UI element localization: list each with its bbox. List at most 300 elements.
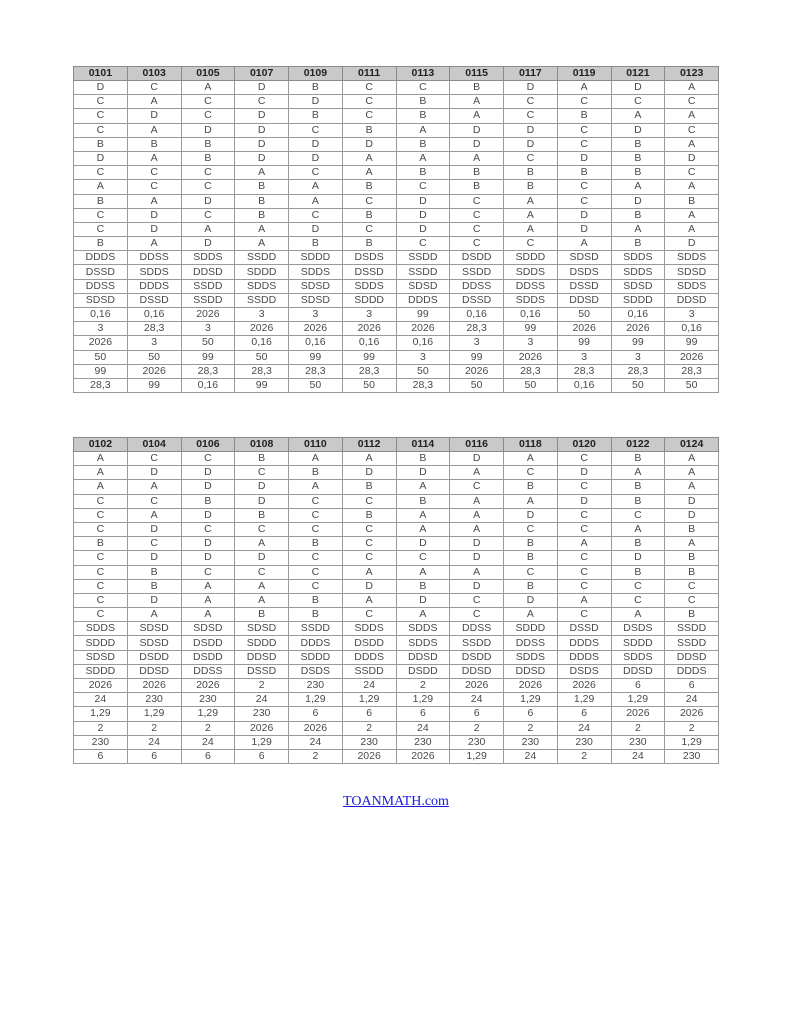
answer-cell: DSDD (342, 636, 396, 650)
answer-cell: 6 (74, 749, 128, 763)
answer-cell: 2026 (235, 721, 289, 735)
answer-cell: 2 (127, 721, 181, 735)
answer-cell: A (450, 466, 504, 480)
answer-cell: 0,16 (450, 308, 504, 322)
answer-cell: SSDD (396, 251, 450, 265)
answer-cell: SDDD (74, 636, 128, 650)
answer-cell: A (235, 537, 289, 551)
answer-cell: C (181, 522, 235, 536)
answer-cell: C (74, 522, 128, 536)
answer-cell: SDSD (235, 622, 289, 636)
answer-cell: A (289, 480, 343, 494)
table-row (74, 208, 719, 222)
answer-cell: DSDD (450, 251, 504, 265)
answer-cell: 2026 (396, 322, 450, 336)
answer-cell: SSDD (235, 293, 289, 307)
answer-cell: DDSD (665, 650, 719, 664)
answer-cell: C (557, 608, 611, 622)
answer-cell: C (557, 565, 611, 579)
answer-cell: 50 (127, 350, 181, 364)
answer-cell: DDSS (504, 636, 558, 650)
answer-cell: SDDS (181, 251, 235, 265)
answer-cell: D (504, 81, 558, 95)
answer-cell: 99 (181, 350, 235, 364)
answer-cell: 0,16 (396, 336, 450, 350)
answer-cell: B (342, 237, 396, 251)
answer-cell: 99 (396, 308, 450, 322)
answer-cell: C (289, 565, 343, 579)
answer-cell: A (181, 579, 235, 593)
table-row (74, 95, 719, 109)
answer-cell: C (611, 95, 665, 109)
answer-cell: 230 (665, 749, 719, 763)
answer-cell: 2026 (127, 679, 181, 693)
answer-cell: B (611, 166, 665, 180)
answer-cell: C (127, 166, 181, 180)
column-header-exam-code: 0108 (235, 438, 289, 452)
answer-cell: 2 (289, 749, 343, 763)
answer-cell: A (235, 166, 289, 180)
column-header-exam-code: 0121 (611, 67, 665, 81)
answer-cell: SDDS (396, 622, 450, 636)
answer-cell: D (127, 208, 181, 222)
answer-cell: SSDD (450, 636, 504, 650)
answer-cell: C (181, 95, 235, 109)
table-row (74, 81, 719, 95)
column-header-exam-code: 0101 (74, 67, 128, 81)
answer-cell: 0,16 (665, 322, 719, 336)
answer-cell: 50 (396, 364, 450, 378)
answer-cell: 6 (342, 707, 396, 721)
table-row (74, 180, 719, 194)
answer-cell: SDDS (665, 279, 719, 293)
answer-cell: C (74, 208, 128, 222)
answer-cell: D (74, 81, 128, 95)
answer-cell: B (127, 579, 181, 593)
answer-cell: A (289, 194, 343, 208)
answer-cell: 2026 (611, 707, 665, 721)
answer-cell: 2 (74, 721, 128, 735)
column-header-exam-code: 0113 (396, 67, 450, 81)
answer-cell: C (181, 452, 235, 466)
answer-cell: C (342, 537, 396, 551)
column-header-exam-code: 0104 (127, 438, 181, 452)
answer-cell: DDDS (557, 650, 611, 664)
answer-cell: B (504, 480, 558, 494)
answer-cell: B (235, 194, 289, 208)
answer-cell: 50 (235, 350, 289, 364)
answer-cell: 2 (504, 721, 558, 735)
answer-cell: SDDS (504, 293, 558, 307)
answer-cell: D (504, 137, 558, 151)
answer-cell: SDDS (611, 251, 665, 265)
answer-cell: B (504, 551, 558, 565)
table-row (74, 378, 719, 392)
answer-cell: 2 (396, 679, 450, 693)
table-row (74, 452, 719, 466)
answer-cell: D (235, 494, 289, 508)
answer-cell: C (342, 194, 396, 208)
answer-cell: B (74, 137, 128, 151)
answer-cell: DSDD (450, 650, 504, 664)
answer-cell: 2026 (396, 749, 450, 763)
answer-cell: DDSD (611, 664, 665, 678)
answer-cell: C (342, 222, 396, 236)
answer-cell: D (665, 508, 719, 522)
table-row (74, 279, 719, 293)
answer-cell: D (396, 222, 450, 236)
answer-cell: 2026 (127, 364, 181, 378)
answer-cell: B (396, 109, 450, 123)
answer-cell: 2026 (289, 721, 343, 735)
answer-cell: 230 (504, 735, 558, 749)
answer-cell: 3 (289, 308, 343, 322)
answer-cell: D (396, 208, 450, 222)
answer-cell: C (289, 166, 343, 180)
answer-cell: 2 (611, 721, 665, 735)
answer-cell: A (289, 180, 343, 194)
answer-cell: A (396, 480, 450, 494)
answer-cell: C (235, 95, 289, 109)
answer-cell: SDSD (665, 265, 719, 279)
answer-cell: DSSD (450, 293, 504, 307)
answer-cell: A (611, 466, 665, 480)
answer-cell: 99 (557, 336, 611, 350)
answer-cell: 99 (665, 336, 719, 350)
answer-cell: DDSS (504, 279, 558, 293)
answer-cell: 3 (665, 308, 719, 322)
table-row (74, 664, 719, 678)
answer-cell: B (450, 81, 504, 95)
answer-cell: D (611, 194, 665, 208)
column-header-exam-code: 0117 (504, 67, 558, 81)
answer-cell: 0,16 (289, 336, 343, 350)
answer-cell: 28,3 (396, 378, 450, 392)
answer-cell: A (181, 81, 235, 95)
answer-cell: 24 (74, 693, 128, 707)
answer-cell: D (450, 452, 504, 466)
answer-cell: 2026 (611, 322, 665, 336)
answer-cell: SSDD (665, 622, 719, 636)
answer-cell: DDSS (450, 622, 504, 636)
answer-cell: C (450, 608, 504, 622)
answer-cell: B (611, 208, 665, 222)
answer-cell: SSDD (342, 664, 396, 678)
answer-cell: 1,29 (289, 693, 343, 707)
answer-cell: 28,3 (181, 364, 235, 378)
answer-cell: SDSD (557, 251, 611, 265)
table-row (74, 322, 719, 336)
table-row (74, 622, 719, 636)
answer-cell: 50 (74, 350, 128, 364)
answer-cell: D (181, 480, 235, 494)
answer-cell: B (235, 208, 289, 222)
answer-cell: C (127, 81, 181, 95)
answer-cell: B (396, 137, 450, 151)
answer-cell: 1,29 (181, 707, 235, 721)
answer-cell: A (235, 237, 289, 251)
answer-cell: A (504, 194, 558, 208)
answer-cell: 28,3 (450, 322, 504, 336)
answer-cell: B (181, 151, 235, 165)
answer-cell: A (127, 508, 181, 522)
answer-cell: A (235, 593, 289, 607)
answer-cell: C (557, 480, 611, 494)
answer-cell: A (665, 180, 719, 194)
answer-cell: 28,3 (557, 364, 611, 378)
column-header-exam-code: 0120 (557, 438, 611, 452)
answer-cell: C (181, 180, 235, 194)
answer-cell: D (181, 551, 235, 565)
answer-cell: 99 (127, 378, 181, 392)
answer-cell: 24 (235, 693, 289, 707)
answer-cell: DDDS (74, 251, 128, 265)
answer-cell: D (235, 109, 289, 123)
answer-cell: B (235, 452, 289, 466)
answer-cell: C (557, 123, 611, 137)
answer-cell: A (74, 180, 128, 194)
answer-cell: DDSD (557, 293, 611, 307)
answer-cell: A (289, 452, 343, 466)
table-row (74, 123, 719, 137)
answer-cell: A (396, 608, 450, 622)
answer-cell: 2026 (181, 679, 235, 693)
answer-cell: SDDS (342, 279, 396, 293)
answer-cell: C (557, 137, 611, 151)
answer-cell: 230 (289, 679, 343, 693)
answer-cell: 2 (450, 721, 504, 735)
answer-cell: 50 (665, 378, 719, 392)
answer-cell: 1,29 (127, 707, 181, 721)
answer-cell: D (450, 551, 504, 565)
answer-cell: B (665, 522, 719, 536)
answer-cell: 2026 (665, 707, 719, 721)
column-header-exam-code: 0119 (557, 67, 611, 81)
table-row (74, 166, 719, 180)
answer-cell: 0,16 (342, 336, 396, 350)
answer-cell: A (450, 95, 504, 109)
answer-cell: C (504, 522, 558, 536)
answer-cell: 99 (342, 350, 396, 364)
answer-cell: DSDS (342, 251, 396, 265)
table-row (74, 265, 719, 279)
toanmath-link[interactable]: TOANMATH.com (343, 794, 449, 809)
answer-cell: B (504, 166, 558, 180)
answer-cell: A (450, 508, 504, 522)
answer-cell: B (396, 494, 450, 508)
answer-cell: SDSD (611, 279, 665, 293)
answer-cell: D (450, 537, 504, 551)
answer-cell: A (342, 452, 396, 466)
table-row (74, 364, 719, 378)
answer-cell: 6 (611, 679, 665, 693)
answer-cell: 3 (235, 308, 289, 322)
answer-cell: 6 (665, 679, 719, 693)
column-header-exam-code: 0102 (74, 438, 128, 452)
answer-cell: B (342, 508, 396, 522)
answer-cell: 24 (557, 721, 611, 735)
answer-cell: B (611, 480, 665, 494)
answer-cell: SDDS (74, 622, 128, 636)
answer-cell: 0,16 (557, 378, 611, 392)
answer-cell: C (181, 208, 235, 222)
answer-cell: A (235, 579, 289, 593)
answer-cell: 28,3 (665, 364, 719, 378)
answer-cell: C (665, 95, 719, 109)
header-row (74, 438, 719, 452)
answer-cell: 1,29 (396, 693, 450, 707)
answer-cell: 2026 (289, 322, 343, 336)
answer-cell: A (396, 508, 450, 522)
answer-cell: C (74, 166, 128, 180)
answer-cell: SDSD (396, 279, 450, 293)
answer-cell: 24 (450, 693, 504, 707)
answer-cell: DDSS (450, 279, 504, 293)
answer-cell: DSDS (557, 664, 611, 678)
answer-cell: B (181, 137, 235, 151)
answer-cell: C (289, 123, 343, 137)
table-row (74, 735, 719, 749)
answer-cell: 99 (450, 350, 504, 364)
answer-cell: C (504, 151, 558, 165)
answer-cell: SDSD (289, 293, 343, 307)
answer-cell: C (396, 237, 450, 251)
answer-cell: 1,29 (74, 707, 128, 721)
answer-cell: 2026 (235, 322, 289, 336)
answer-cell: A (450, 565, 504, 579)
column-header-exam-code: 0118 (504, 438, 558, 452)
answer-cell: 99 (611, 336, 665, 350)
answer-cell: 230 (611, 735, 665, 749)
answer-cell: A (74, 480, 128, 494)
answer-cell: C (235, 522, 289, 536)
answer-cell: D (557, 466, 611, 480)
answer-cell: B (127, 137, 181, 151)
answer-cell: 6 (557, 707, 611, 721)
answer-cell: B (665, 551, 719, 565)
answer-cell: 0,16 (611, 308, 665, 322)
answer-cell: DSDS (611, 622, 665, 636)
answer-cell: DSDD (127, 650, 181, 664)
table-row (74, 565, 719, 579)
answer-cell: C (181, 565, 235, 579)
answer-cell: DDSD (396, 650, 450, 664)
answer-cell: SDDS (235, 279, 289, 293)
answer-cell: 50 (450, 378, 504, 392)
answer-cell: A (665, 208, 719, 222)
answer-cell: C (557, 579, 611, 593)
answer-cell: 50 (289, 378, 343, 392)
table-row (74, 508, 719, 522)
answer-cell: 24 (665, 693, 719, 707)
answer-cell: SDDD (74, 664, 128, 678)
answer-cell: A (181, 593, 235, 607)
answer-cell: 0,16 (235, 336, 289, 350)
answer-cell: C (74, 222, 128, 236)
answer-cell: C (450, 480, 504, 494)
column-header-exam-code: 0109 (289, 67, 343, 81)
answer-cell: D (235, 81, 289, 95)
answer-key-table-even (73, 437, 719, 764)
answer-cell: 24 (504, 749, 558, 763)
answer-cell: D (665, 494, 719, 508)
answer-cell: D (611, 551, 665, 565)
answer-cell: A (665, 222, 719, 236)
answer-cell: D (181, 237, 235, 251)
answer-cell: SDDS (289, 265, 343, 279)
answer-cell: D (127, 551, 181, 565)
answer-cell: A (342, 166, 396, 180)
answer-cell: C (127, 494, 181, 508)
answer-cell: A (127, 123, 181, 137)
answer-cell: SDDD (289, 650, 343, 664)
answer-cell: 3 (450, 336, 504, 350)
answer-cell: D (504, 508, 558, 522)
answer-cell: 2026 (74, 679, 128, 693)
answer-cell: B (289, 109, 343, 123)
answer-cell: A (396, 522, 450, 536)
table-row (74, 650, 719, 664)
table-row (74, 151, 719, 165)
answer-cell: 6 (127, 749, 181, 763)
answer-cell: B (289, 537, 343, 551)
answer-cell: DDSD (127, 664, 181, 678)
table-row (74, 579, 719, 593)
answer-cell: A (665, 137, 719, 151)
answer-cell: 2026 (342, 749, 396, 763)
column-header-exam-code: 0112 (342, 438, 396, 452)
answer-cell: 3 (504, 336, 558, 350)
table-row (74, 522, 719, 536)
answer-cell: DDSD (235, 650, 289, 664)
header-row (74, 67, 719, 81)
answer-cell: SDSD (181, 622, 235, 636)
answer-cell: B (611, 452, 665, 466)
answer-cell: SDDD (504, 622, 558, 636)
column-header-exam-code: 0115 (450, 67, 504, 81)
answer-cell: D (450, 579, 504, 593)
column-header-exam-code: 0114 (396, 438, 450, 452)
answer-cell: 2026 (181, 308, 235, 322)
answer-cell: 1,29 (557, 693, 611, 707)
table-row (74, 480, 719, 494)
answer-cell: D (665, 151, 719, 165)
answer-cell: D (181, 466, 235, 480)
answer-cell: D (342, 579, 396, 593)
answer-cell: B (342, 180, 396, 194)
answer-cell: 2026 (504, 679, 558, 693)
answer-cell: A (611, 608, 665, 622)
answer-cell: C (289, 508, 343, 522)
answer-cell: DSDD (181, 636, 235, 650)
answer-cell: C (74, 123, 128, 137)
answer-cell: A (557, 237, 611, 251)
answer-cell: A (235, 222, 289, 236)
answer-cell: C (450, 237, 504, 251)
answer-cell: D (235, 123, 289, 137)
answer-cell: 2026 (557, 322, 611, 336)
table-row (74, 222, 719, 236)
table-row (74, 693, 719, 707)
answer-cell: 24 (289, 735, 343, 749)
table-row (74, 721, 719, 735)
table-row (74, 679, 719, 693)
table-row (74, 293, 719, 307)
table-row (74, 608, 719, 622)
answer-cell: D (450, 137, 504, 151)
answer-cell: D (342, 466, 396, 480)
answer-cell: A (396, 151, 450, 165)
